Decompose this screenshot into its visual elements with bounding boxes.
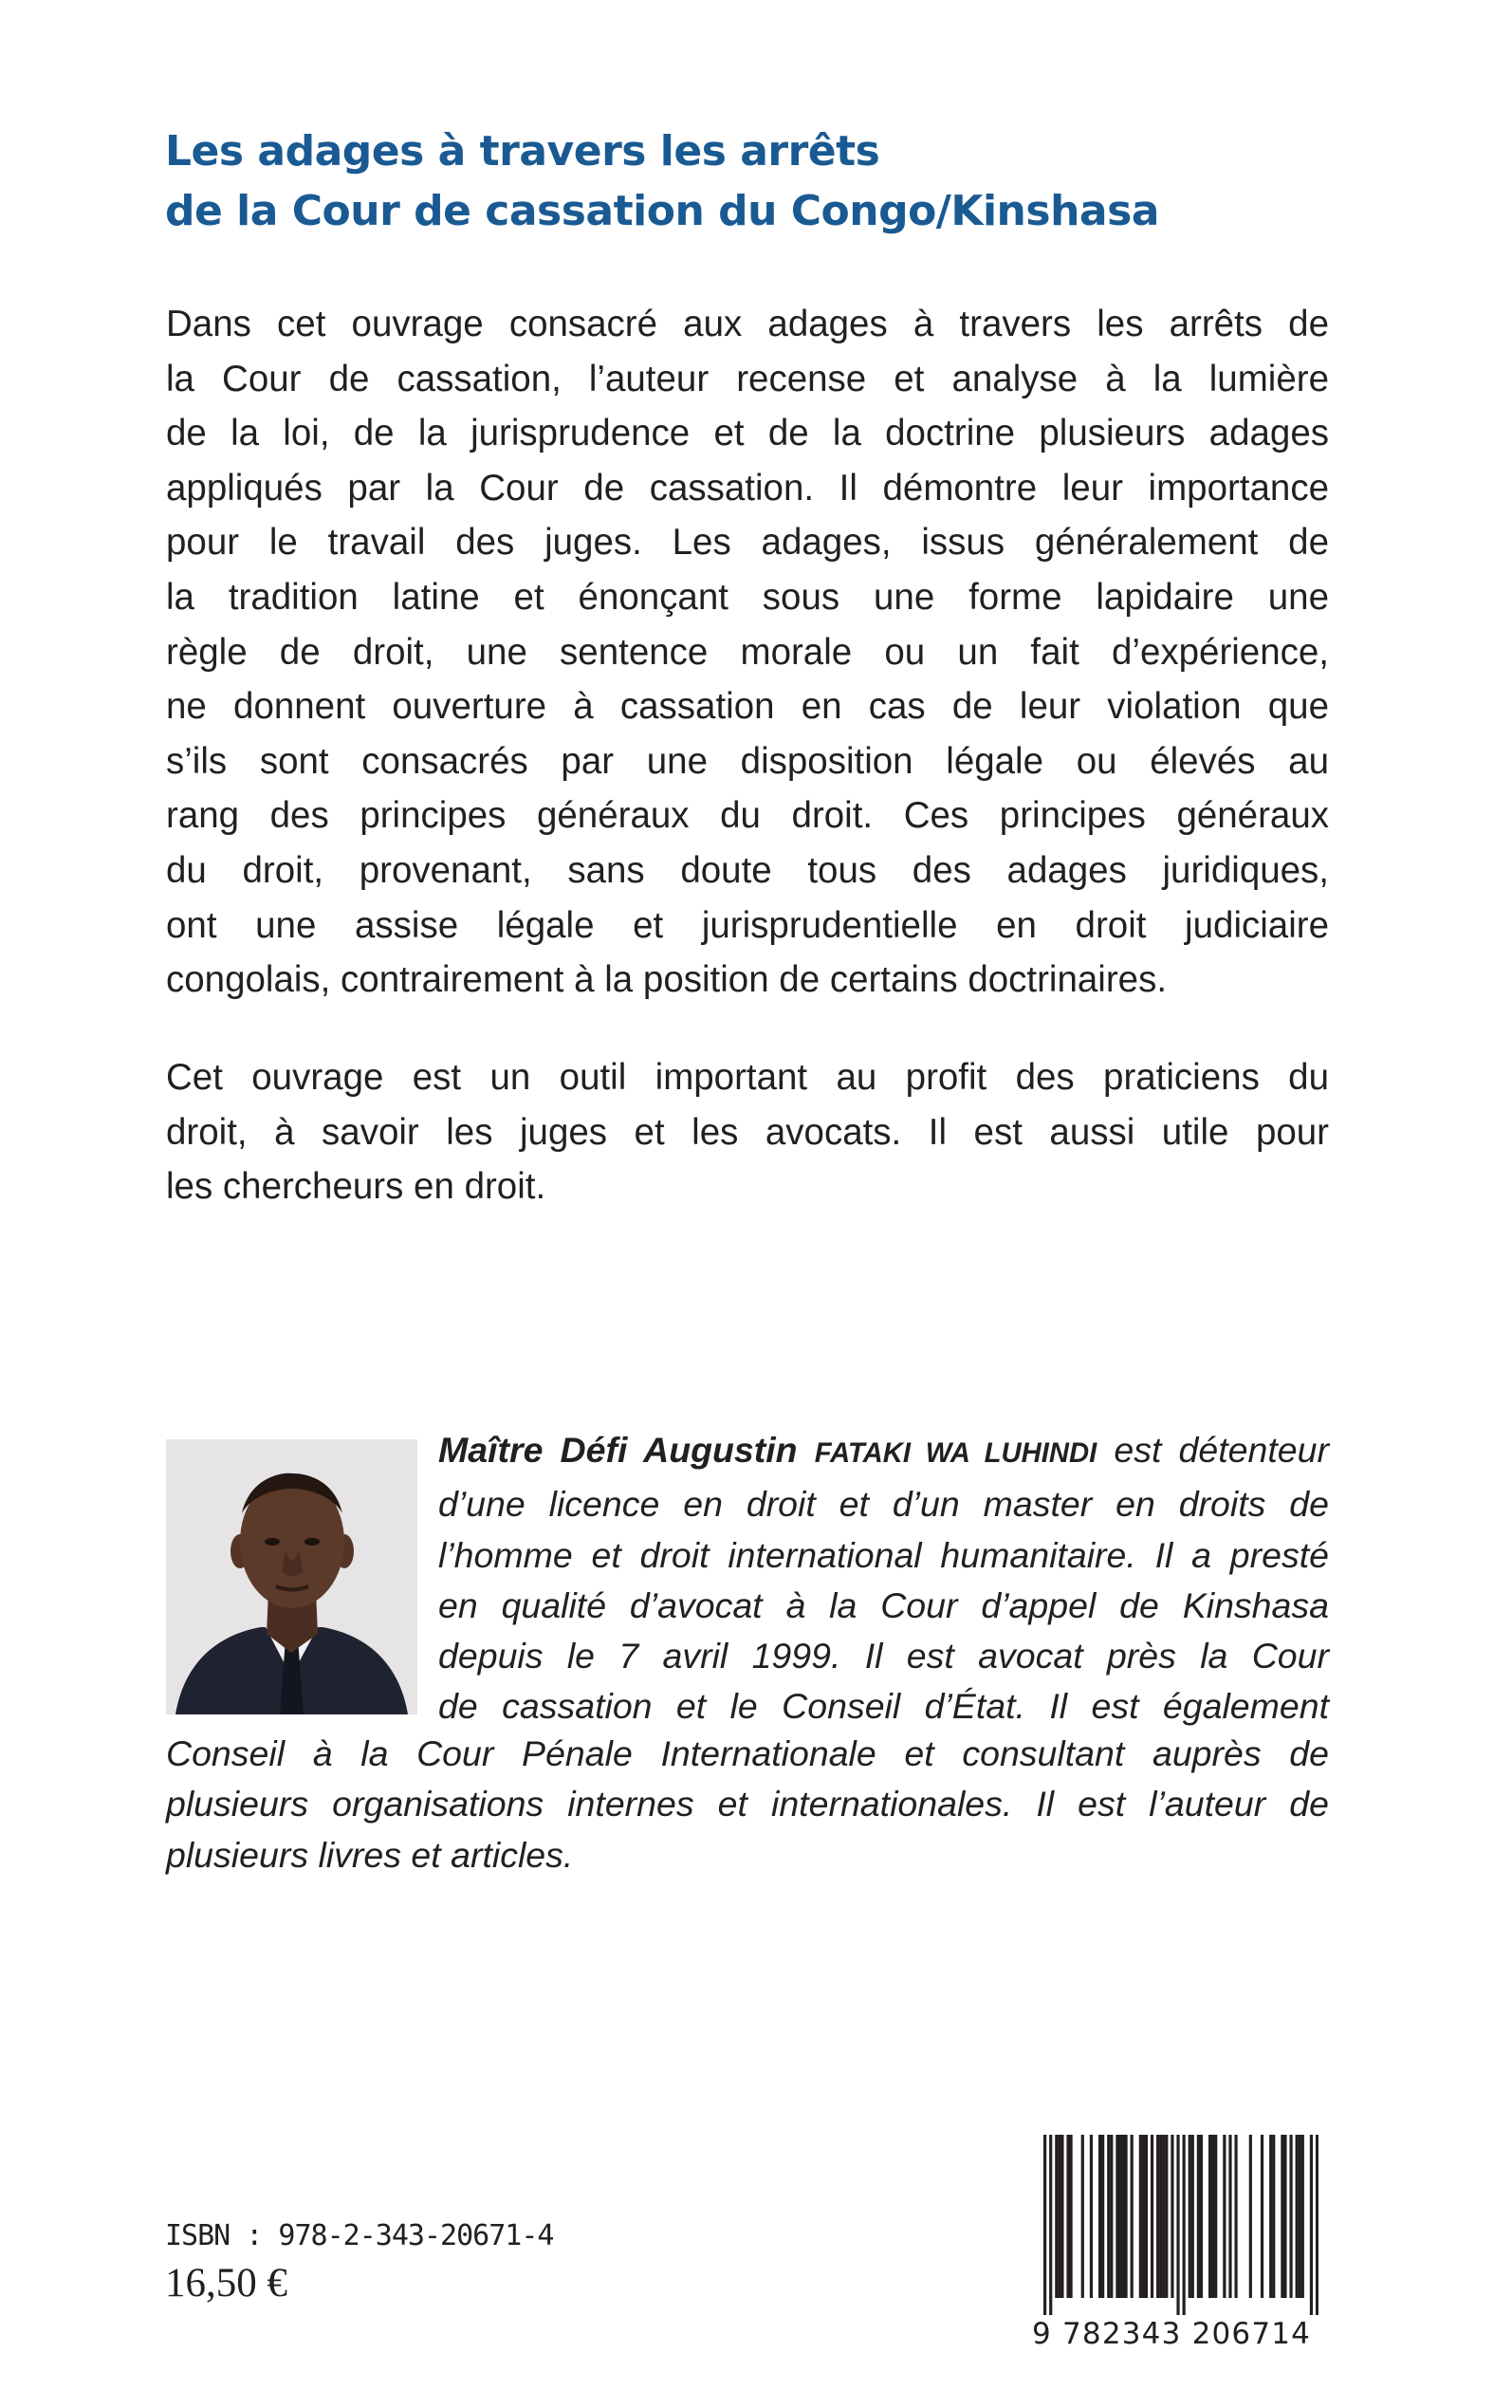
barcode-bar <box>1261 2135 1263 2298</box>
bio-line-1 <box>438 1425 1329 1479</box>
barcode-bar <box>1116 2135 1118 2298</box>
barcode-bar <box>1214 2135 1217 2298</box>
bio-line: plusieurs livres et articles. <box>166 1834 574 1875</box>
author-bio-continued <box>166 1729 1329 1880</box>
text-line: les chercheurs en droit. <box>166 1166 546 1208</box>
text-line: droit, à savoir les juges et les avocats. Il est aussi utile pour <box>166 1111 1329 1153</box>
barcode-bar <box>1142 2135 1145 2298</box>
barcode-bar <box>1131 2135 1134 2298</box>
barcode-bar <box>1110 2135 1113 2298</box>
author-portrait-illustration <box>166 1439 417 1714</box>
barcode-bar <box>1223 2135 1226 2298</box>
bio-line: depuis le 7 avril 1999. Il est avocat près la Cour <box>438 1636 1329 1676</box>
barcode-bar <box>1296 2135 1299 2298</box>
barcode-bar <box>1124 2135 1127 2298</box>
text-line: rang des principes généraux du droit. Ces principes généraux <box>166 795 1329 837</box>
barcode-bar <box>1058 2135 1060 2298</box>
barcode-bar <box>1118 2135 1121 2298</box>
price: 16,50 € <box>165 2261 287 2306</box>
barcode-bar <box>1060 2135 1063 2298</box>
barcode-bar <box>1043 2135 1046 2315</box>
author-name <box>438 1430 1097 1470</box>
barcode-bar <box>1310 2135 1313 2315</box>
text-line: la tradition latine et énonçant sous une forme lapidaire une <box>166 576 1329 618</box>
barcode-bar <box>1299 2135 1301 2298</box>
barcode-bar <box>1272 2135 1275 2298</box>
barcode <box>1026 2135 1322 2361</box>
barcode-bar <box>1081 2135 1084 2298</box>
barcode-bar <box>1191 2135 1194 2298</box>
bio-text: est détenteur <box>1097 1430 1329 1470</box>
barcode-bar <box>1139 2135 1142 2298</box>
barcode-bar <box>1234 2135 1237 2298</box>
barcode-bar <box>1121 2135 1124 2298</box>
barcode-bar <box>1289 2135 1292 2298</box>
text-line: ont une assise légale et jurisprudentielle en droit judiciaire <box>166 904 1329 946</box>
bio-line: en qualité d’avocat à la Cour d’appel de Kinshasa <box>438 1584 1329 1625</box>
text-line: appliqués par la Cour de cassation. Il démontre leur importance <box>166 467 1329 509</box>
text-line: s’ils sont consacrés par une disposition légale ou élevés au <box>166 740 1329 782</box>
barcode-bar <box>1098 2135 1101 2298</box>
barcode-bar <box>1159 2135 1162 2298</box>
bio-line: Conseil à la Cour Pénale Internationale et consultant auprès de <box>166 1733 1329 1773</box>
barcode-bar <box>1145 2135 1148 2298</box>
barcode-bar <box>1283 2135 1286 2298</box>
bio-line: plusieurs organisations internes et internationales. Il est l’auteur de <box>166 1784 1329 1825</box>
text-line: congolais, contrairement à la position de certains doctrinaires. <box>166 959 1168 1001</box>
barcode-bar <box>1066 2135 1069 2298</box>
isbn: ISBN : 978-2-343-20671-4 <box>165 2219 554 2252</box>
barcode-bar <box>1269 2135 1272 2298</box>
barcode-bar <box>1165 2135 1168 2298</box>
barcode-bar <box>1197 2135 1200 2298</box>
barcode-bar <box>1107 2135 1110 2298</box>
author-bio <box>438 1425 1329 1732</box>
author-given-name: Maître Défi Augustin <box>438 1430 815 1470</box>
text-line: ne donnent ouverture à cassation en cas de leur violation que <box>166 686 1329 728</box>
description-paragraph-1 <box>166 297 1329 1008</box>
bio-line: d’une licence en droit et d’un master en droits de <box>438 1484 1329 1525</box>
description-paragraph-2 <box>166 1050 1329 1214</box>
barcode-bar <box>1301 2135 1304 2298</box>
barcode-bar <box>1151 2135 1153 2298</box>
barcode-bar <box>1200 2135 1203 2298</box>
barcode-digits: 9 782343 206714 <box>1032 2317 1312 2351</box>
text-line: Dans cet ouvrage consacré aux adages à travers les arrêts de <box>166 304 1329 344</box>
barcode-bar <box>1176 2135 1179 2315</box>
barcode-bar <box>1281 2135 1283 2298</box>
title-line-2: de la Cour de cassation du Congo/Kinshasa <box>165 187 1159 235</box>
bio-line: de cassation et le Conseil d’État. Il est également <box>438 1686 1329 1727</box>
text-line: du droit, provenant, sans doute tous des adages juridiques, <box>166 849 1329 891</box>
title-line-1: Les adages à travers les arrêts <box>165 127 880 176</box>
barcode-bars <box>1043 2135 1318 2315</box>
barcode-bar <box>1171 2135 1173 2298</box>
barcode-bar <box>1208 2135 1211 2298</box>
barcode-bar <box>1228 2135 1231 2298</box>
barcode-bar <box>1055 2135 1058 2298</box>
barcode-bar <box>1090 2135 1093 2298</box>
barcode-bar <box>1189 2135 1191 2298</box>
barcode-bar <box>1156 2135 1159 2298</box>
text-line: la Cour de cassation, l’auteur recense et analyse à la lumière <box>166 358 1329 399</box>
barcode-bar <box>1249 2135 1252 2298</box>
text-line: règle de droit, une sentence morale ou un fait d’expérience, <box>166 631 1329 673</box>
book-title <box>165 121 1351 241</box>
barcode-bar <box>1049 2135 1052 2315</box>
author-family-name: FATAKI WA LUHINDI <box>814 1438 1097 1469</box>
bio-line: l’homme et droit international humanitaire. Il a presté <box>438 1534 1329 1575</box>
barcode-bar <box>1316 2135 1318 2315</box>
author-photo <box>166 1439 417 1714</box>
text-line: de la loi, de la jurisprudence et de la doctrine plusieurs adages <box>166 413 1329 454</box>
barcode-bar <box>1162 2135 1165 2298</box>
barcode-bar <box>1211 2135 1214 2298</box>
barcode-bar <box>1101 2135 1104 2298</box>
text-line: Cet ouvrage est un outil important au profit des praticiens du <box>166 1057 1329 1098</box>
text-line: pour le travail des juges. Les adages, issus généralement de <box>166 522 1329 564</box>
barcode-bar <box>1069 2135 1072 2298</box>
barcode-bar <box>1183 2135 1186 2315</box>
